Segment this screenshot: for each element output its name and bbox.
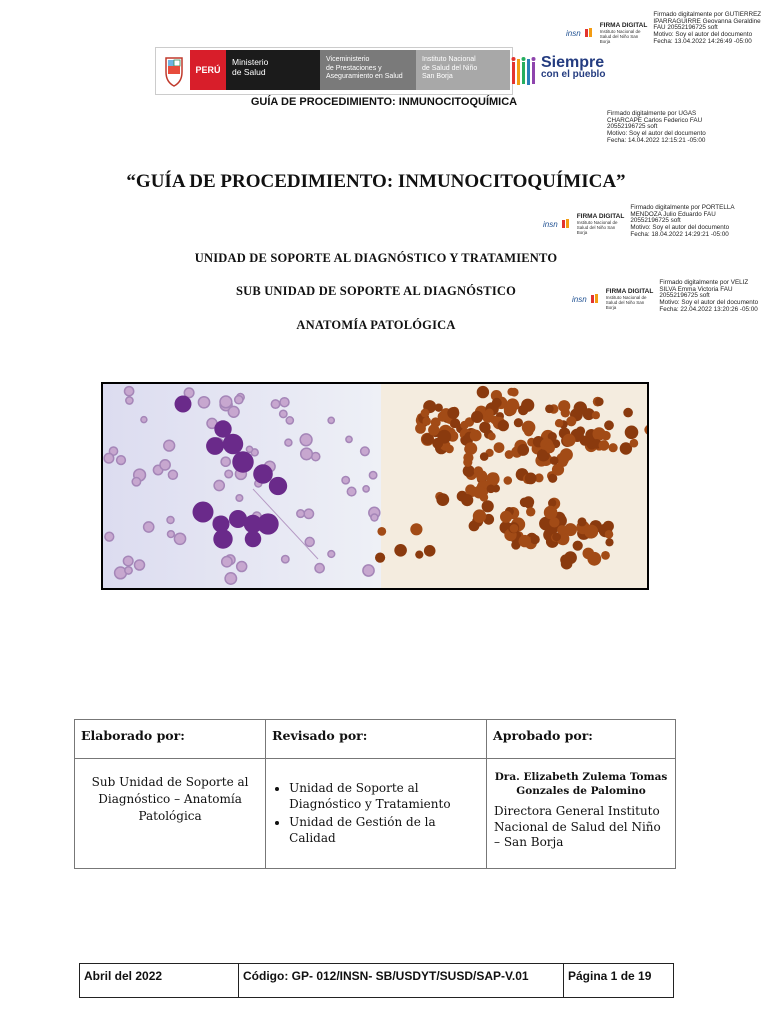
brown-stained-cell <box>599 440 610 451</box>
brown-stained-cell <box>447 407 459 419</box>
firma-digital-label: FIRMA DIGITAL <box>576 213 625 220</box>
brown-stained-cell <box>432 438 443 449</box>
stained-nucleus <box>223 434 243 454</box>
red-cell <box>168 470 177 479</box>
stained-nucleus <box>213 529 232 548</box>
brown-stained-cell <box>584 525 598 539</box>
red-cell <box>363 565 374 576</box>
brown-stained-cell <box>428 424 439 435</box>
firma-digital-label: FIRMA DIGITAL <box>605 288 654 295</box>
red-cell <box>300 434 312 446</box>
red-cell <box>214 480 224 490</box>
brown-stained-cell <box>477 386 489 398</box>
signature-institution: Instituto Nacional de Salud del Niño San Borja <box>599 29 641 44</box>
brown-stained-cell <box>463 458 472 467</box>
red-cell <box>144 522 154 532</box>
brown-stained-cell <box>544 506 558 520</box>
slogan-con-el-pueblo: con el pueblo <box>541 69 606 80</box>
red-cell <box>371 514 378 521</box>
brown-stained-cell <box>537 450 548 461</box>
footer-page: Página 1 de 19 <box>564 964 674 998</box>
brown-stained-cell <box>525 473 537 485</box>
insn-logo-icon <box>590 293 600 305</box>
red-cell <box>168 531 175 538</box>
red-cell <box>125 387 134 396</box>
brown-stained-cell <box>471 411 483 423</box>
brown-stained-cell <box>457 491 468 502</box>
red-cell <box>198 397 209 408</box>
stained-nucleus <box>232 451 253 472</box>
brown-stained-cell <box>510 388 519 397</box>
peru-brand: PERÚ <box>190 50 226 90</box>
brown-stained-cell <box>510 524 519 533</box>
unit-line-3: ANATOMÍA PATOLÓGICA <box>296 318 456 332</box>
elaborado-text: Sub Unidad de Soporte al Diagnóstico – Anatomía Patológica <box>91 775 249 823</box>
stained-nucleus <box>257 513 278 534</box>
signature-details: Firmado digitalmente por PORTELLA MENDOZA Julio Eduardo FAU 20552196725 soft Motivo: Soy el autor del documento Fecha: 18.04.2022 14:29:21 -05:00 <box>630 204 735 238</box>
red-cell <box>225 573 236 584</box>
brown-stained-cell <box>485 409 494 418</box>
red-cell <box>297 510 305 518</box>
brown-stained-cell <box>480 452 489 461</box>
stained-nucleus <box>193 502 214 523</box>
document-footer <box>79 963 674 998</box>
unit-line-2: SUB UNIDAD DE SOPORTE AL DIAGNÓSTICO <box>235 284 517 298</box>
brown-stained-cell <box>595 397 604 406</box>
red-cell <box>246 446 252 452</box>
brown-stained-cell <box>521 399 534 412</box>
signature-institution: Instituto Nacional de Salud del Niño San Borja <box>605 295 647 310</box>
header-elaborado: Elaborado por: <box>75 720 266 759</box>
red-cell <box>235 396 243 404</box>
brown-stained-cell <box>557 525 567 535</box>
red-cell <box>347 487 356 496</box>
brown-stained-cell <box>530 535 540 545</box>
brown-stained-cell <box>424 545 436 557</box>
pueblo-figures-icon <box>511 56 539 88</box>
brown-stained-cell <box>415 551 423 559</box>
red-cell <box>225 470 233 478</box>
brown-stained-cell <box>555 419 563 427</box>
brown-stained-cell <box>560 448 573 461</box>
peru-seal-icon <box>164 54 184 88</box>
brown-stained-cell <box>593 427 606 440</box>
brown-stained-cell <box>514 418 523 427</box>
insn-logo-icon <box>584 27 594 39</box>
red-cell <box>271 400 279 408</box>
red-cell <box>342 477 349 484</box>
revisado-item: • Unidad de Soporte al Diagnóstico y Tratamiento <box>289 780 485 812</box>
brown-stained-cell <box>625 426 639 440</box>
brown-stained-cell <box>563 434 576 447</box>
brown-stained-cell <box>470 430 482 442</box>
red-cell <box>164 440 175 451</box>
micrograph-image <box>101 382 649 590</box>
stained-nucleus <box>253 464 273 484</box>
brown-stained-cell <box>561 558 573 570</box>
elaborado-cell <box>75 759 266 869</box>
brown-stained-cell <box>506 398 519 411</box>
revisado-list <box>267 780 485 846</box>
red-cell <box>167 517 174 524</box>
signature-details: Firmado digitalmente por VELIZ SILVA Emma Victoria FAU 20552196725 soft Motivo: Soy el autor del documento Fecha: 22.04.2022 13:20:26 -05:00 <box>659 279 759 313</box>
digital-signature-3 <box>543 205 735 239</box>
brown-stained-cell <box>605 538 613 546</box>
brown-stained-cell <box>548 499 556 507</box>
signature-details: Firmado digitalmente por GUTIERREZ IPARRAGUIRRE Geovanna Geraldine FAU 20552196725 soft Motivo: Soy el autor del documento Fecha: 13.04.2022 14:26:49 -05:00 <box>653 11 762 45</box>
red-cell <box>160 460 170 470</box>
header-aprobado: Aprobado por: <box>487 720 676 759</box>
brown-stained-cell <box>394 544 407 557</box>
brown-stained-cell <box>436 493 449 506</box>
brown-stained-cell <box>592 411 600 419</box>
footer-date: Abril del 2022 <box>80 964 239 998</box>
brown-stained-cell <box>505 450 514 459</box>
red-cell <box>135 560 145 570</box>
red-cell <box>104 453 114 463</box>
brown-stained-cell <box>630 439 639 448</box>
approval-table <box>74 719 676 869</box>
red-cell <box>222 557 232 567</box>
brown-stained-cell <box>550 456 559 465</box>
aprobado-name: Dra. Elizabeth Zulema Tomas Gonzales de Palomino <box>494 771 668 797</box>
brown-stained-cell <box>504 476 513 485</box>
brown-stained-cell <box>545 405 554 414</box>
brown-stained-cell <box>524 427 533 436</box>
firma-digital-label: FIRMA DIGITAL <box>599 22 648 29</box>
digital-signature-1 <box>566 12 761 46</box>
red-cell <box>123 556 133 566</box>
red-cell <box>117 456 126 465</box>
red-cell <box>105 532 114 541</box>
red-cell <box>369 472 376 479</box>
revisado-item: • Unidad de Gestión de la Calidad <box>289 814 485 846</box>
brown-stained-cell <box>482 500 494 512</box>
slogan-siempre: Siempre <box>541 54 605 71</box>
revisado-cell <box>266 759 487 869</box>
insn-logo-text: insn <box>543 219 558 229</box>
red-cell <box>236 495 243 502</box>
digital-signature-2 <box>607 111 706 145</box>
red-cell <box>286 417 293 424</box>
brown-stained-cell <box>476 470 487 481</box>
brown-stained-cell <box>473 509 486 522</box>
document-header: GUÍA DE PROCEDIMIENTO: INMUNOCITOQUÍMICA <box>250 96 518 108</box>
brown-stained-cell <box>604 420 614 430</box>
brown-stained-cell <box>500 511 512 523</box>
brown-stained-cell <box>473 486 486 499</box>
brown-stained-cell <box>601 551 610 560</box>
red-cell <box>220 396 232 408</box>
red-cell <box>282 556 289 563</box>
brown-stained-cell <box>410 523 422 535</box>
red-cell <box>141 417 147 423</box>
brown-stained-cell <box>623 408 633 418</box>
stained-nucleus <box>269 477 287 495</box>
viceministerio-label: Viceministerio de Prestaciones y Aseguramiento en Salud <box>320 50 416 90</box>
red-cell <box>228 406 239 417</box>
brown-stained-cell <box>421 409 430 418</box>
ministerio-label: Ministerio de Salud <box>226 50 320 90</box>
red-cell <box>361 447 370 456</box>
brown-stained-cell <box>523 496 534 507</box>
red-cell <box>237 562 247 572</box>
red-cell <box>328 417 334 423</box>
signature-details: Firmado digitalmente por UGAS CHARCAPE Carlos Federico FAU 20552196725 soft Motivo: Soy el autor del documento Fecha: 14.04.2022 12:15:21 -05:00 <box>607 110 706 144</box>
red-cell <box>301 448 313 460</box>
red-cell <box>315 564 324 573</box>
institutional-header <box>155 47 513 95</box>
red-cell <box>304 509 313 518</box>
brown-stained-cell <box>558 400 570 412</box>
stained-nucleus <box>175 396 192 413</box>
insn-logo-text: insn <box>566 28 581 38</box>
brown-stained-cell <box>605 530 614 539</box>
insn-logo-text: insn <box>572 294 587 304</box>
red-cell <box>363 486 369 492</box>
header-revisado: Revisado por: <box>266 720 487 759</box>
unit-line-1: UNIDAD DE SOPORTE AL DIAGNÓSTICO Y TRATAMIENTO <box>194 251 558 265</box>
red-cell <box>174 533 185 544</box>
brown-stained-cell <box>375 553 385 563</box>
brown-stained-cell <box>519 535 531 547</box>
brown-stained-cell <box>609 443 618 452</box>
digital-signature-4 <box>572 280 758 314</box>
instituto-label: Instituto Nacional de Salud del Niño San Borja <box>416 50 510 90</box>
red-cell <box>125 567 132 574</box>
brown-stained-cell <box>573 541 583 551</box>
brown-stained-cell <box>422 417 431 426</box>
cytology-micrograph-icon <box>103 384 647 588</box>
stained-nucleus <box>206 437 224 455</box>
brown-stained-cell <box>587 552 601 566</box>
aprobado-cell <box>487 759 676 869</box>
brown-stained-cell <box>445 445 454 454</box>
signature-institution: Instituto Nacional de Salud del Niño San Borja <box>576 220 618 235</box>
red-cell <box>285 439 292 446</box>
brown-stained-cell <box>517 444 529 456</box>
aprobado-role: Directora General Instituto Nacional de Salud del Niño – San Borja <box>494 804 661 849</box>
red-cell <box>346 436 352 442</box>
stained-nucleus <box>245 531 262 548</box>
document-title: “GUÍA DE PROCEDIMIENTO: INMUNOCITOQUÍMICA” <box>126 171 626 192</box>
red-cell <box>328 551 335 558</box>
brown-stained-cell <box>526 507 535 516</box>
insn-logo-icon <box>561 218 571 230</box>
siempre-con-el-pueblo-logo <box>511 52 611 90</box>
red-cell <box>305 537 314 546</box>
brown-stained-cell <box>488 432 496 440</box>
red-cell <box>126 397 133 404</box>
brown-stained-cell <box>487 485 496 494</box>
red-cell <box>280 398 289 407</box>
brown-stained-cell <box>450 418 460 428</box>
red-cell <box>132 478 140 486</box>
red-cell <box>280 410 287 417</box>
footer-code: Código: GP- 012/INSN- SB/USDYT/SUSD/SAP-V.01 <box>239 964 564 998</box>
brown-stained-cell <box>492 398 502 408</box>
brown-stained-cell <box>566 416 576 426</box>
brown-stained-cell <box>498 420 509 431</box>
red-cell <box>221 457 230 466</box>
brown-stained-cell <box>494 442 505 453</box>
brown-stained-cell <box>578 517 587 526</box>
brown-stained-cell <box>377 527 386 536</box>
